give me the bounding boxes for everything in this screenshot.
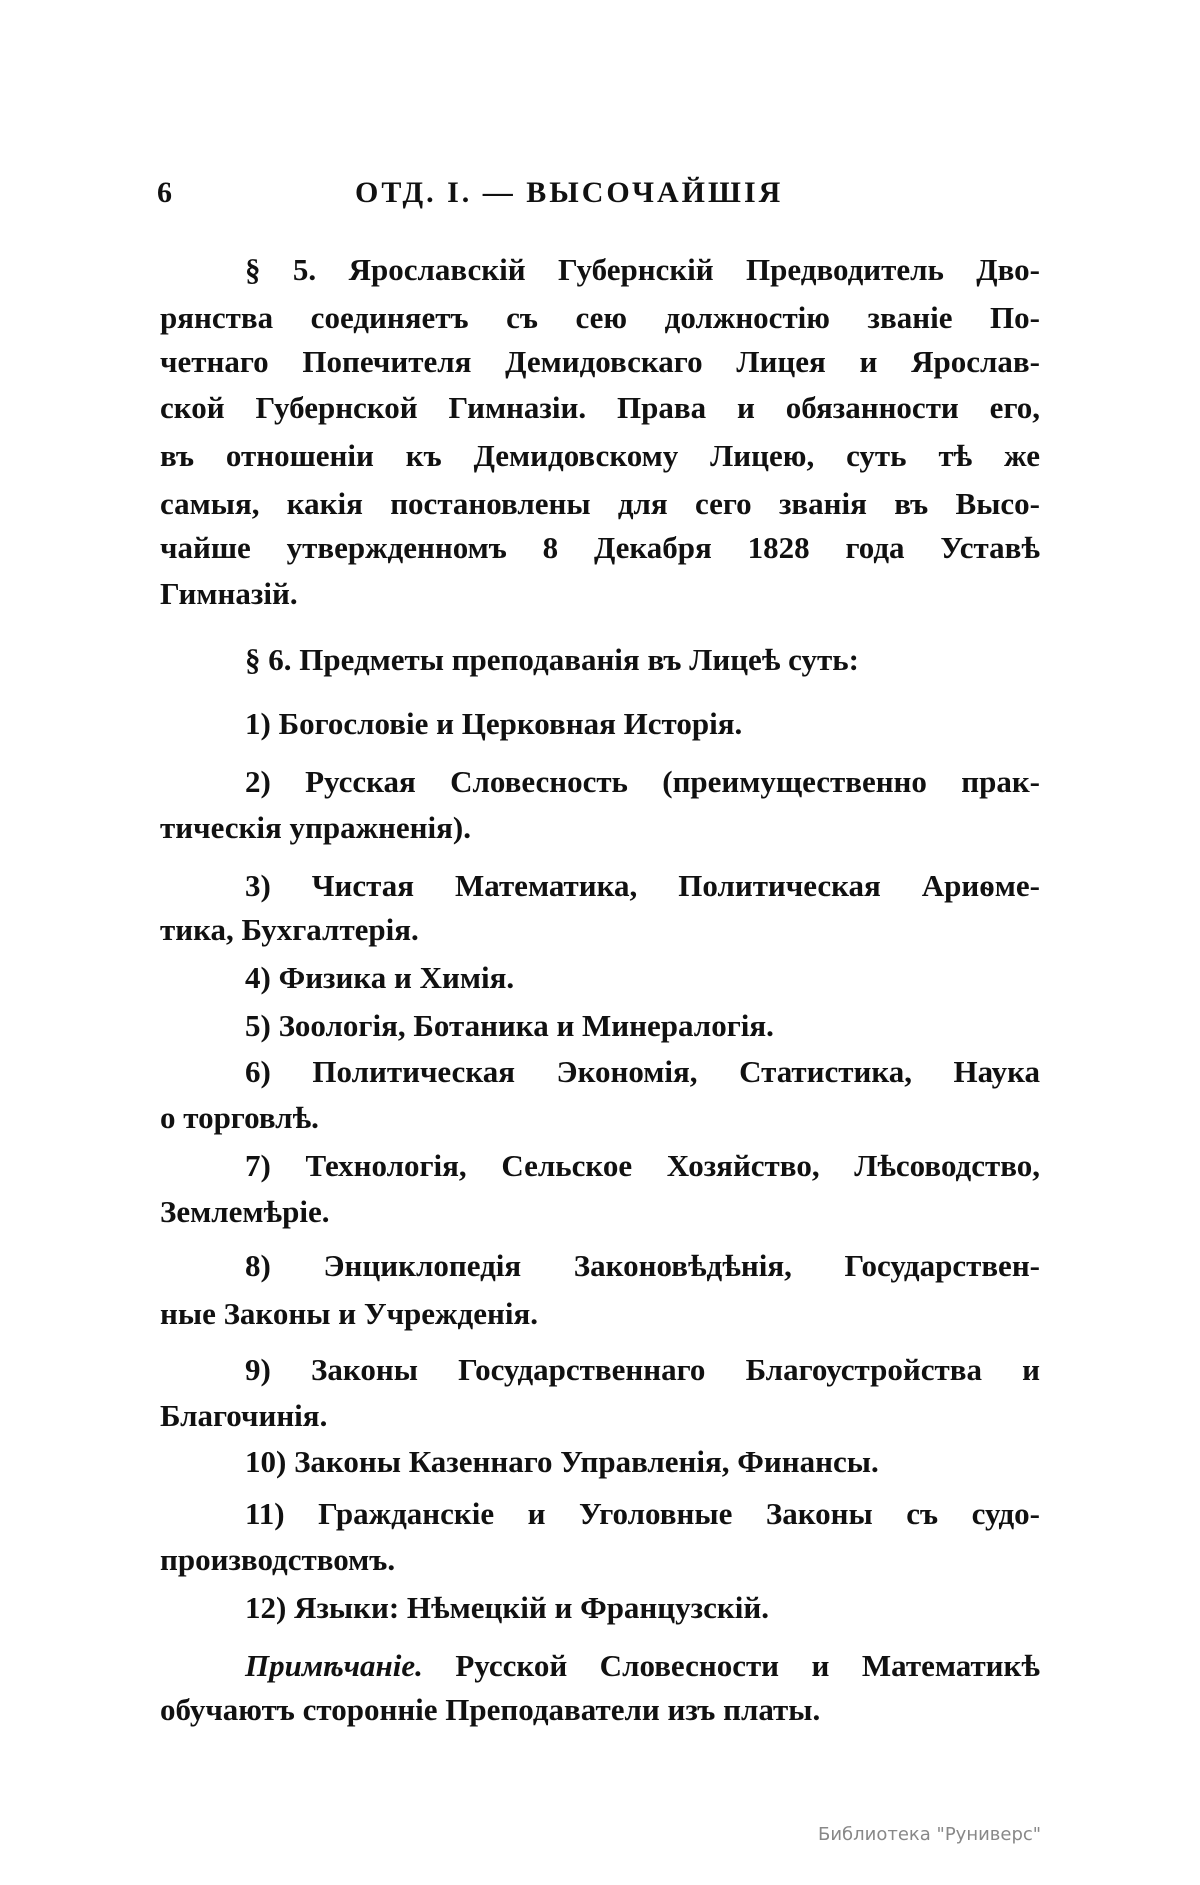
section5-line: Гимназій. [160,576,298,611]
subject-item-line: 11) Гражданскіе и Уголовные Законы съ судо- [245,1496,1040,1531]
section5-line: рянства соединяетъ съ сею должностію званіе По- [160,300,1040,335]
subject-item-line: 2) Русская Словесность (преимущественно прак- [245,764,1040,799]
section5-line: въ отношеніи къ Демидовскому Лицею, суть тѣ же [160,438,1040,473]
subject-item-line: Землемѣріе. [160,1194,330,1229]
subject-item-line: 9) Законы Государственнаго Благоустройства и [245,1352,1040,1387]
note-line [245,1646,1040,1686]
subject-item-line: тика, Бухгалтерія. [160,912,419,947]
note-text: Русской Словесности и Математикѣ [455,1648,1040,1683]
library-watermark: Библиотека "Руниверс" [818,1824,1042,1845]
running-title: ОТД. I. — ВЫСОЧАЙШІЯ [355,176,784,209]
note-line: обучаютъ сторонніе Преподаватели изъ платы. [160,1692,821,1727]
subject-item-line: ные Законы и Учрежденія. [160,1296,538,1331]
subject-item-line: 3) Чистая Математика, Политическая Ариѳме- [245,868,1040,903]
section5-line: чайше утвержденномъ 8 Декабря 1828 года Уставѣ [160,530,1040,565]
subject-item-line: 10) Законы Казеннаго Управленія, Финансы. [245,1444,879,1479]
subject-item-line: о торговлѣ. [160,1100,319,1135]
note-label: Примѣчаніе. [245,1648,423,1683]
subject-item-line: тическія упражненія). [160,810,471,845]
section6-title: § 6. Предметы преподаванія въ Лицеѣ суть: [245,642,859,677]
page-number: 6 [157,176,175,209]
subject-item-line: 12) Языки: Нѣмецкій и Французскій. [245,1590,769,1625]
subject-item-line: 1) Богословіе и Церковная Исторія. [245,706,743,741]
subject-item-line: производствомъ. [160,1542,396,1577]
subject-item-line: 7) Технологія, Сельское Хозяйство, Лѣсоводство, [245,1148,1040,1183]
section5-line: самыя, какія постановлены для сего званія въ Высо- [160,486,1040,521]
subject-item-line: 8) Энциклопедія Законовѣдѣнія, Государствен- [245,1248,1040,1283]
section5-line: четнаго Попечителя Демидовскаго Лицея и Ярослав- [160,344,1040,379]
subject-item-line: 6) Политическая Экономія, Статистика, Наука [245,1054,1040,1089]
section5-line: ской Губернской Гимназіи. Права и обязанности его, [160,390,1040,425]
subject-item-line: Благочинія. [160,1398,328,1433]
section5-line: § 5. Ярославскій Губернскій Предводитель Дво- [245,252,1040,287]
subject-item-line: 5) Зоологія, Ботаника и Минералогія. [245,1008,774,1043]
subject-item-line: 4) Физика и Химія. [245,960,515,995]
